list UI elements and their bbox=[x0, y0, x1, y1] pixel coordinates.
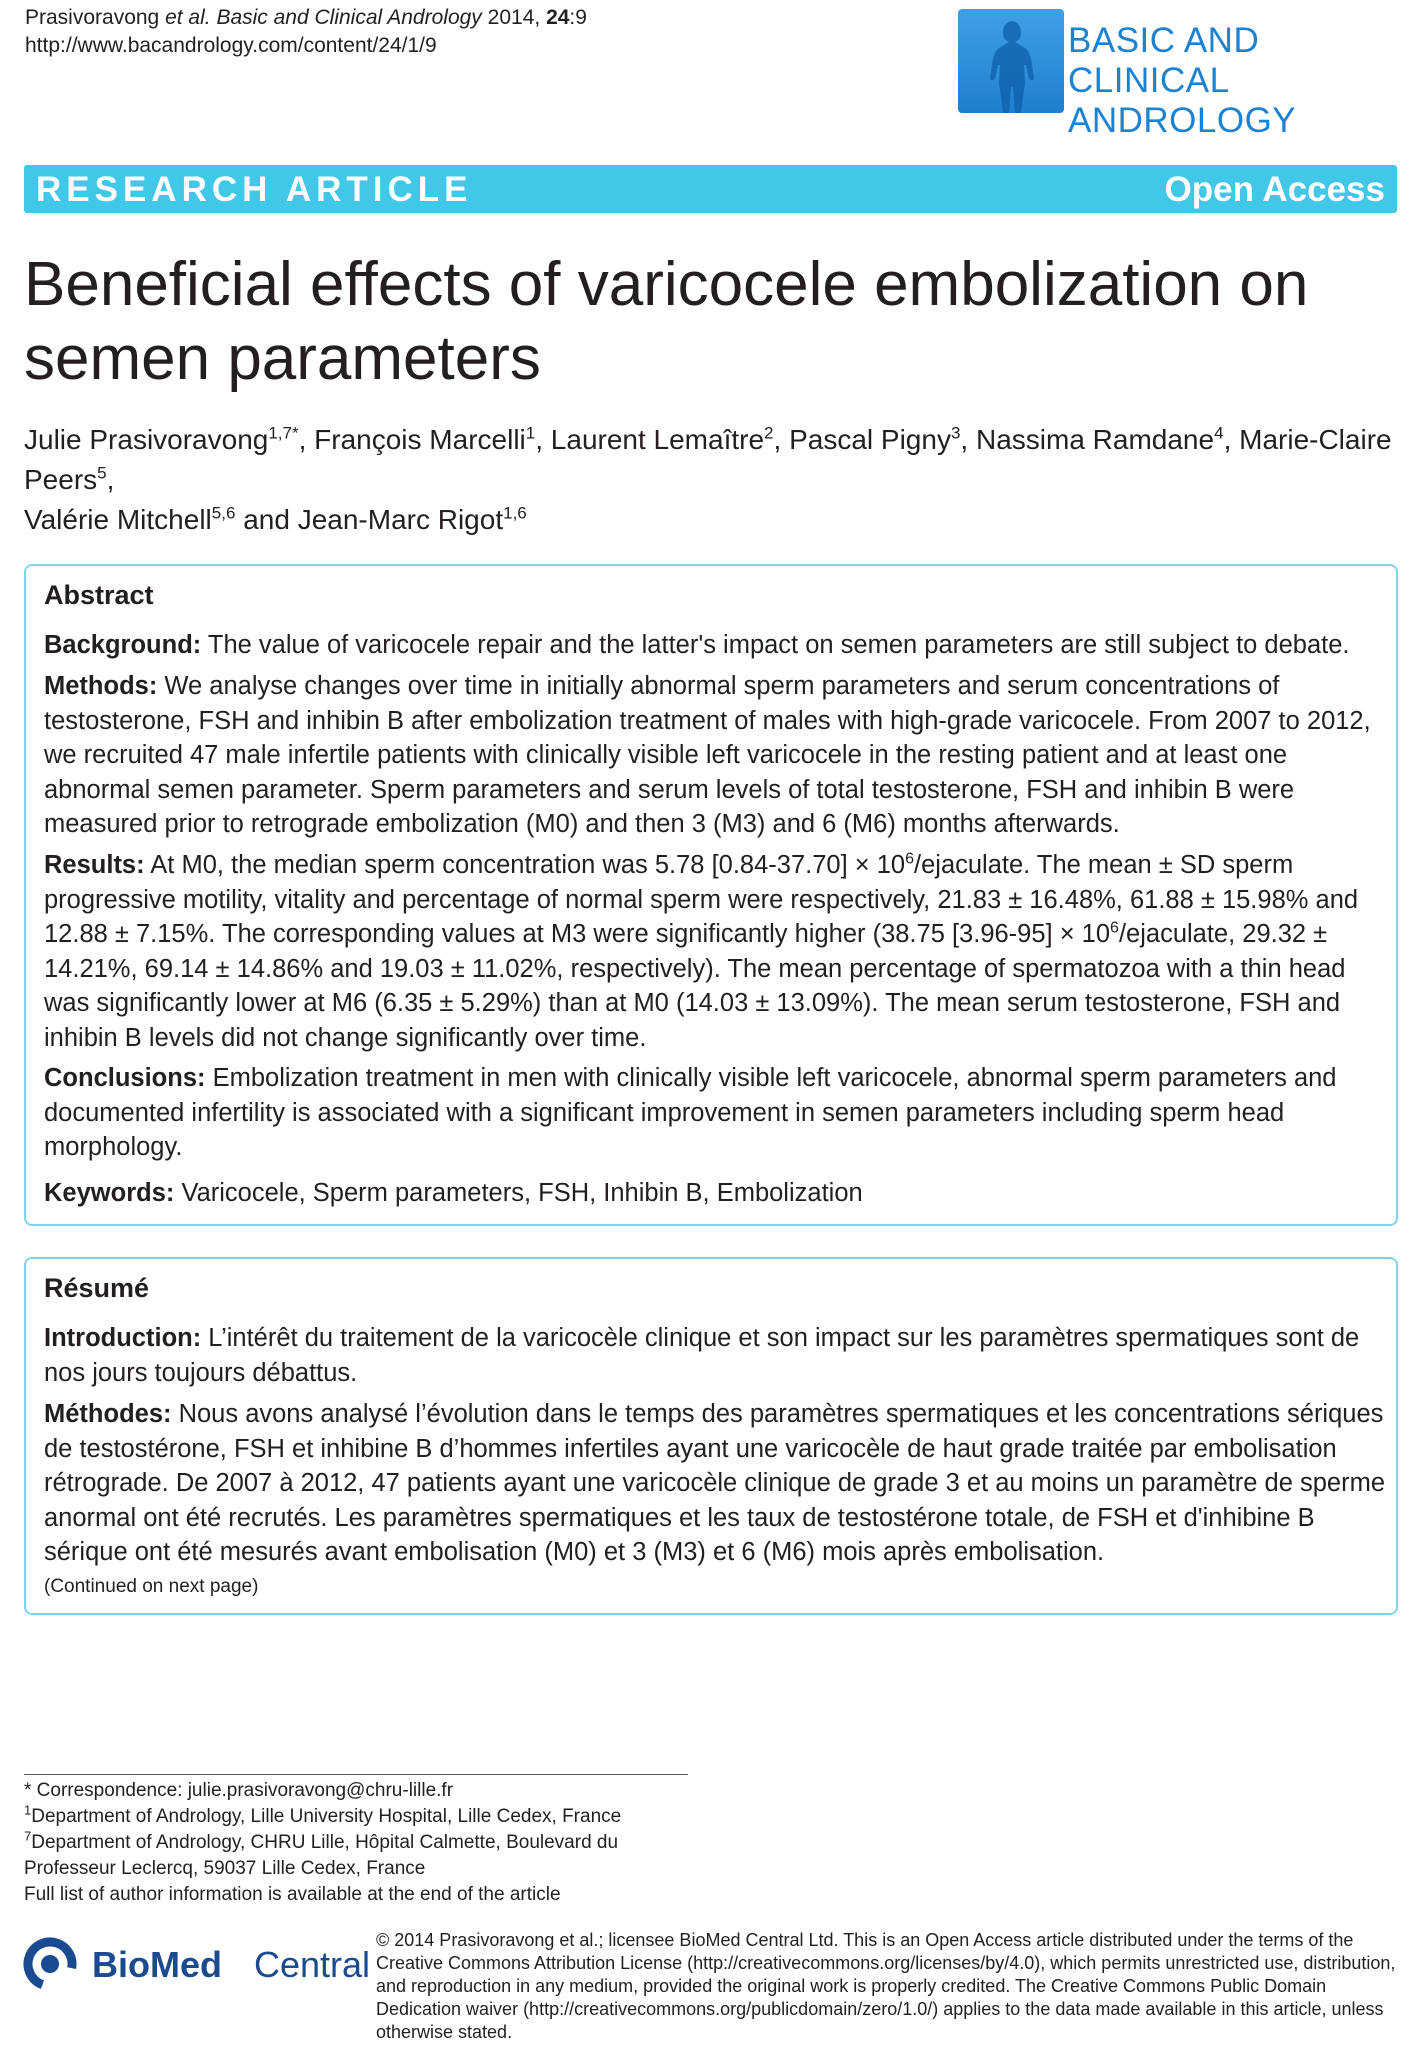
continued-note: (Continued on next page) bbox=[44, 1576, 259, 1597]
author: Nassima Ramdane$^4$, bbox=[975, 423, 1240, 455]
article-url[interactable]: http://www.bacandrology.com/content/24/1/9 bbox=[25, 34, 437, 57]
author: Julie Prasivoravong$^{1,7*}$, bbox=[24, 423, 315, 455]
abstract-box bbox=[24, 564, 1398, 1226]
abstract-background: Background: The value of varicocele repair and the latter's impact on semen parameters are still subject to debate. bbox=[44, 631, 1350, 659]
article-title bbox=[24, 248, 1384, 396]
footnote-divider bbox=[24, 1774, 688, 1775]
affiliation-7-cont: Professeur Leclercq, 59037 Lille Cedex, France bbox=[24, 1858, 426, 1879]
author-list bbox=[24, 420, 1404, 540]
biomed-mark-icon bbox=[22, 1936, 78, 1992]
author: Valérie Mitchell$^{5,6}$ and bbox=[24, 503, 298, 535]
title-line2: semen parameters bbox=[24, 324, 541, 393]
affiliation-7: $^7$Department of Andrology, CHRU Lille, Hôpital Calmette, Boulevard du bbox=[24, 1828, 619, 1853]
author: François Marcelli$^1$, bbox=[314, 423, 551, 455]
article-type-label: RESEARCH ARTICLE bbox=[36, 170, 473, 209]
abstract-methods: Methods: We analyse changes over time in initially abnormal sperm parameters and serum concentrations of testosterone, FSH and inhibin B after embolization treatment of males with high-grade varicocele. From 2007 to 2012, we recruited 47 male infertile patients with clinically visible left varicocele in the resting patient and at least one abnormal semen parameter. Sperm parameters and serum levels of total testosterone, FSH and inhibin B were measured prior to retrograde embolization (M0) and then 3 (M3) and 6 (M6) months afterwards. bbox=[44, 672, 1371, 838]
publisher-logo bbox=[22, 1936, 371, 2000]
citation-line bbox=[25, 4, 587, 32]
journal-logo bbox=[958, 9, 1398, 140]
publisher-name-light: Central bbox=[254, 1944, 371, 1985]
resume-box bbox=[24, 1257, 1398, 1615]
journal-name-line1: BASIC AND CLINICAL bbox=[1068, 21, 1260, 100]
resume-methodes: Méthodes: Nous avons analysé l’évolution dans le temps des paramètres spermatiques et les concentrations sériques de testostérone, FSH et inhibine B d’hommes infertiles ayant une varicocèle de haut grade traitée par embolisation rétrograde. De 2007 à 2012, 47 patients ayant une varicocèle clinique de grade 3 et au moins un paramètre de sperme anormal ont été recrutés. Les paramètres spermatiques et les taux de testostérone totale, de FSH et d'inhibine B sérique ont été mesurés avant embolisation (M0) et 3 (M3) et 6 (M6) mois après embolisation. bbox=[44, 1400, 1386, 1566]
publisher-name-bold: BioMed bbox=[92, 1944, 222, 1985]
correspondence: * Correspondence: julie.prasivoravong@chru-lille.fr bbox=[24, 1780, 454, 1801]
citation-volume: 24 bbox=[546, 6, 570, 29]
article-type-banner bbox=[24, 165, 1397, 213]
abstract-keywords: Keywords: Varicocele, Sperm parameters, FSH, Inhibin B, Embolization bbox=[44, 1179, 863, 1207]
title-line1: Beneficial effects of varicocele embolization on bbox=[24, 250, 1309, 319]
open-access-label: Open Access bbox=[1164, 170, 1385, 209]
citation-authors: Prasivoravong bbox=[25, 6, 160, 29]
journal-figure-icon bbox=[958, 9, 1064, 113]
citation-year: 2014, bbox=[487, 6, 541, 29]
author: Pascal Pigny$^3$, bbox=[789, 423, 976, 455]
citation-journal: et al. Basic and Clinical Andrology bbox=[165, 6, 482, 29]
journal-name-line2: ANDROLOGY bbox=[1068, 101, 1297, 140]
author: Jean-Marc Rigot$^{1,6}$ bbox=[297, 503, 527, 535]
author: Laurent Lemaître$^2$, bbox=[550, 423, 790, 455]
affiliation-1: $^1$Department of Andrology, Lille University Hospital, Lille Cedex, France bbox=[24, 1802, 622, 1827]
author: Marie-Claire Peers$^5$, bbox=[24, 424, 1392, 495]
license-text: © 2014 Prasivoravong et al.; licensee BioMed Central Ltd. This is an Open Access article distributed under the terms of the Creative Commons Attribution License (http://creativecommons.org/licenses/by/4.0), which permits unrestricted use, distribution, and reproduction in any medium, provided the original work is properly credited. The Creative Commons Public Domain Dedication waiver (http://creativecommons.org/publicdomain/zero/1.0/) applies to the data made available in this article, unless otherwise stated. bbox=[376, 1930, 1396, 2042]
citation-issue: :9 bbox=[569, 6, 587, 29]
resume-heading: Résumé bbox=[44, 1273, 150, 1303]
footnotes bbox=[24, 1778, 704, 1908]
abstract-results: Results: At M0, the median sperm concentration was 5.78 $[0.84-37.70] \times 10^6$/ejaculate. The mean ± SD sperm progressive motility, vitality and percentage of normal sperm were respectively, 21.83 ± 16.48%, 61.88 ± 15.98% and 12.88 ± 7.15%. The corresponding values at M3 were significantly higher (38.75 $[3.96-95] \times 10^6$/ejaculate, 29.32 ± 14.21%, 69.14 ± 14.86% and 19.03 ± 11.02%, respectively). The mean percentage of spermatozoa with a thin head was significantly lower at M6 (6.35 ± 5.29%) than at M0 (14.03 ± 13.09%). The mean serum testosterone, FSH and inhibin B levels did not change significantly over time. bbox=[44, 850, 1359, 1052]
citation-header bbox=[25, 4, 587, 60]
resume-introduction: Introduction: L’intérêt du traitement de la varicocèle clinique et son impact sur les paramètres spermatiques sont de nos jours toujours débattus. bbox=[44, 1324, 1360, 1387]
journal-name bbox=[1068, 21, 1398, 141]
full-author-info-note: Full list of author information is available at the end of the article bbox=[24, 1884, 561, 1905]
abstract-conclusions: Conclusions: Embolization treatment in men with clinically visible left varicocele, abnormal sperm parameters and documented infertility is associated with a significant improvement in semen parameters including sperm head morphology. bbox=[44, 1064, 1337, 1161]
abstract-heading: Abstract bbox=[44, 580, 154, 610]
